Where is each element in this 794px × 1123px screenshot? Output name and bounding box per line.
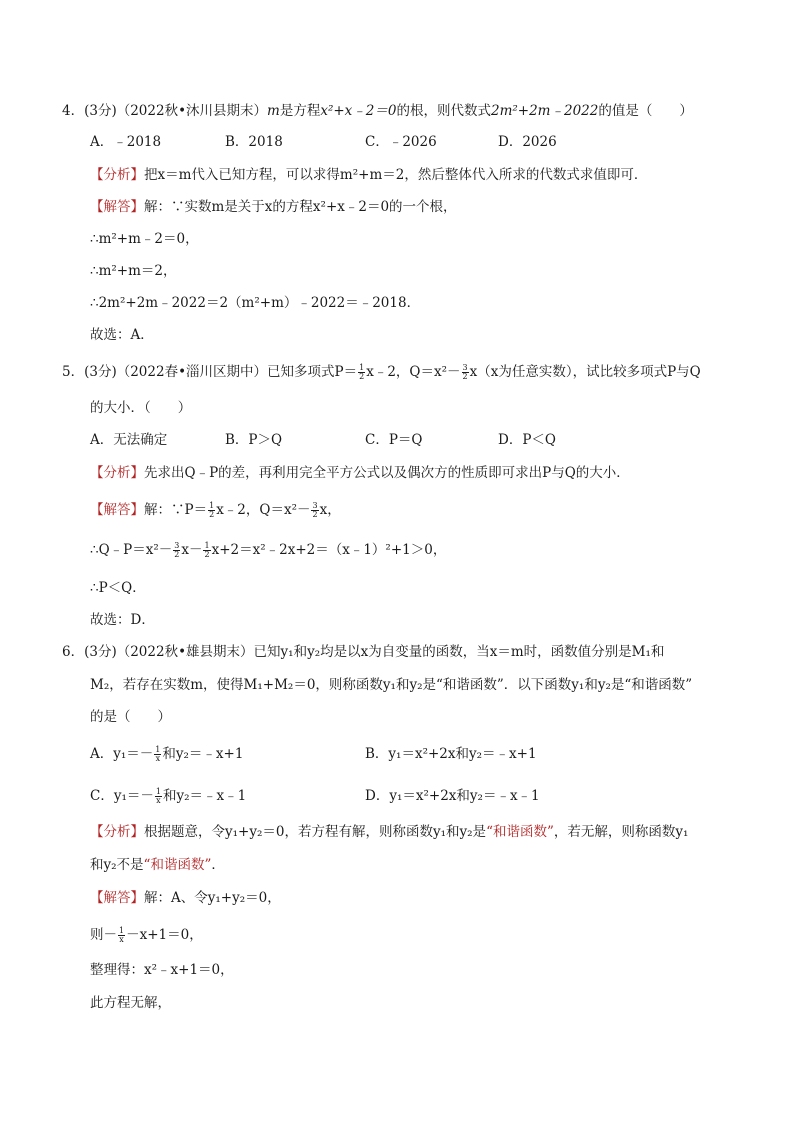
- q5-answer-line-2: [90, 540, 446, 560]
- q5-option-a: A．无法确定: [90, 432, 168, 448]
- q5-answer-frac-three-half-2: [173, 542, 180, 559]
- q6-option-a-pre: A．y₁＝－: [90, 746, 154, 762]
- q5-answer-l1-b: x﹣2，Q＝x²－: [216, 502, 311, 518]
- q5-answer-tag: 【解答】: [90, 502, 144, 518]
- q5-answer-l2-b: x－: [181, 542, 203, 558]
- q5-answer-line-3: ∴P＜Q．: [90, 580, 146, 596]
- q5-stem-line-2: 的大小．（ ）: [90, 400, 192, 416]
- frac-den: 2: [462, 372, 468, 381]
- q6-option-b: B．y₁＝x²+2x和y₂＝﹣x+1: [365, 746, 537, 762]
- frac-den: 2: [174, 550, 180, 559]
- q5-answer-l1-c: x，: [319, 502, 341, 518]
- q4-analysis-tag: 【分析】: [90, 167, 144, 183]
- q5-option-d: D．P＜Q: [498, 432, 556, 448]
- q5-answer-frac-half-2: [203, 542, 210, 559]
- q4-answer-line-1: [90, 197, 457, 217]
- q5-stem-source: 5．(3分)（2022春•淄川区期中）已知多项式: [62, 364, 335, 380]
- q4-answer-text: 解：∵实数m是关于x的方程x²+x﹣2＝0的一个根，: [144, 199, 457, 215]
- q4-stem: [62, 101, 693, 121]
- q5-answer-line-1: [90, 500, 341, 520]
- q5-stem: [62, 362, 701, 382]
- frac-den: x: [156, 796, 161, 805]
- q5-answer-frac-half: [208, 502, 215, 519]
- q4-analysis-text: 把x＝m代入已知方程，可以求得m²+m＝2，然后整体代入所求的代数式求值即可．: [144, 167, 648, 183]
- q4-stem-end: 的值是（ ）: [598, 103, 693, 119]
- frac-den: 2: [359, 372, 365, 381]
- q6-answer-l2-a: 则－: [90, 927, 117, 943]
- q6-analysis-l1-c: ，若无解，则称函数y₁: [553, 824, 689, 840]
- q4-option-c: C．﹣2026: [365, 134, 437, 150]
- q5-analysis: [90, 463, 630, 483]
- frac-den: 2: [204, 550, 210, 559]
- q4-answer-tag: 【解答】: [90, 199, 144, 215]
- frac-num: 1: [209, 501, 215, 510]
- q4-option-b: B．2018: [225, 134, 283, 150]
- q6-stem-line-2: M₂，若存在实数m，使得M₁+M₂＝0，则称函数y₁和y₂是“和谐函数”．以下函数y₁和y₂是“和谐函数”: [90, 677, 693, 693]
- frac-den: 2: [209, 510, 215, 519]
- frac-den: x: [119, 935, 124, 944]
- frac-num: 1: [155, 745, 161, 754]
- frac-num: 1: [359, 363, 365, 372]
- q5-stem-p: P＝: [334, 364, 358, 380]
- q6-option-a-post: 和y₂＝﹣x+1: [162, 746, 244, 762]
- frac-den: 2: [312, 510, 318, 519]
- q4-answer-line-2: ∴m²+m﹣2＝0，: [90, 231, 199, 247]
- q5-analysis-text: 先求出Q﹣P的差，再利用完全平方公式以及偶次方的性质即可求出P与Q的大小．: [144, 465, 630, 481]
- q6-answer-frac: [118, 927, 125, 944]
- q5-answer-line-4: 故选：D．: [90, 612, 155, 628]
- q6-answer-line-1: [90, 888, 281, 908]
- q6-answer-line-2: [90, 925, 203, 945]
- q4-analysis: [90, 165, 647, 185]
- q6-analysis-l2-c: ．: [211, 857, 225, 873]
- q6-analysis-l2-b: “和谐函数”: [143, 857, 212, 873]
- q6-stem-line-3: 的是（ ）: [90, 709, 171, 725]
- q5-stem-p2: x﹣2，: [366, 364, 410, 380]
- q4-answer-line-5: 故选：A．: [90, 327, 154, 343]
- q4-stem-post: 的根，则代数式: [396, 103, 491, 119]
- q6-analysis-l2-a: 和y₂不是: [90, 857, 144, 873]
- q6-option-d: D．y₁＝x²+2x和y₂＝﹣x﹣1: [365, 788, 540, 804]
- q6-analysis-l1-a: 根据题意，令y₁+y₂＝0，若方程有解，则称函数y₁和y₂是: [144, 824, 487, 840]
- q6-analysis-line-2: [90, 855, 225, 875]
- q6-answer-l2-b: －x+1＝0，: [126, 927, 203, 943]
- q6-option-c-post: 和y₂＝﹣x﹣1: [162, 788, 247, 804]
- q4-option-d: D．2026: [498, 134, 557, 150]
- frac-num: 1: [155, 787, 161, 796]
- q6-answer-tag: 【解答】: [90, 890, 144, 906]
- frac-num: 1: [204, 541, 210, 550]
- q4-answer-line-3: ∴m²+m＝2，: [90, 263, 177, 279]
- q4-option-a: A．﹣2018: [90, 134, 162, 150]
- q5-frac-three-half: [462, 364, 469, 381]
- q6-option-c: [90, 786, 246, 806]
- q6-answer-line-3: 整理得：x²﹣x+1＝0，: [90, 962, 234, 978]
- frac-num: 3: [174, 541, 180, 550]
- q6-option-a: [90, 744, 243, 764]
- q5-answer-l1-a: 解：∵P＝: [144, 502, 208, 518]
- q4-stem-source: 4．(3分)（2022秋•沐川县期末）: [62, 103, 268, 119]
- frac-num: 3: [312, 501, 318, 510]
- q5-stem-q: Q＝x²－: [409, 364, 461, 380]
- q6-analysis-l1-b: “和谐函数”: [486, 824, 554, 840]
- q6-option-c-pre: C．y₁＝－: [90, 788, 154, 804]
- q4-answer-line-4: ∴2m²+2m﹣2022＝2（m²+m）﹣2022＝﹣2018．: [90, 295, 421, 311]
- q6-analysis-line-1: [90, 822, 688, 842]
- q5-analysis-tag: 【分析】: [90, 465, 144, 481]
- q6-answer-line-4: 此方程无解，: [90, 995, 171, 1011]
- q6-analysis-tag: 【分析】: [90, 824, 144, 840]
- q4-stem-m: m: [267, 103, 280, 119]
- q5-option-c: C．P＝Q: [365, 432, 423, 448]
- q5-option-b: B．P＞Q: [225, 432, 283, 448]
- q4-stem-mid: 是方程: [279, 103, 321, 119]
- frac-num: 1: [119, 926, 125, 935]
- frac-num: 3: [462, 363, 468, 372]
- q5-frac-half: [358, 364, 365, 381]
- q6-option-c-frac: [155, 788, 162, 805]
- q6-option-a-frac: [154, 746, 161, 763]
- q4-stem-expression: 2m²+2m﹣2022: [490, 103, 599, 119]
- q6-stem-line-1: 6．(3分)（2022秋•雄县期末）已知y₁和y₂均是以x为自变量的函数，当x＝m时，函数值分别是M₁和: [62, 644, 665, 660]
- q6-answer-l1: 解：A、令y₁+y₂＝0，: [144, 890, 281, 906]
- q5-answer-l2-c: x+2＝x²﹣2x+2＝（x﹣1）²+1＞0，: [211, 542, 447, 558]
- q5-stem-q2: x（x为任意实数），试比较多项式P与Q: [469, 364, 701, 380]
- q4-stem-equation: x²+x﹣2＝0: [320, 103, 397, 119]
- q5-answer-l2-a: ∴Q﹣P＝x²－: [90, 542, 173, 558]
- q5-answer-frac-three-half: [311, 502, 318, 519]
- frac-den: x: [155, 754, 161, 763]
